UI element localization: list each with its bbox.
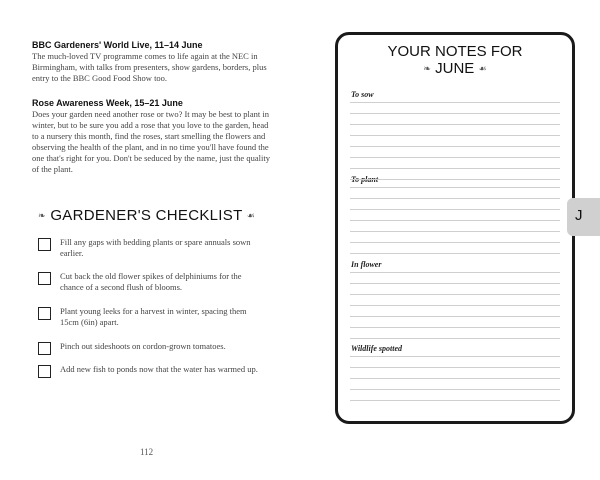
checklist-item — [38, 237, 263, 267]
ruled-line — [350, 209, 560, 210]
ornament-leaf-icon: ☙ — [246, 210, 256, 221]
ruled-line — [350, 113, 560, 114]
event-title: Rose Awareness Week, 15–21 June — [32, 98, 183, 108]
ruled-line — [350, 242, 560, 243]
checkbox[interactable] — [38, 365, 51, 378]
ornament-leaf-icon: ❧ — [38, 210, 46, 221]
ruled-line — [350, 231, 560, 232]
ruled-line — [350, 198, 560, 199]
checklist-item — [38, 306, 263, 336]
page-number: 112 — [140, 447, 154, 457]
ruled-line — [350, 102, 560, 103]
ruled-line — [350, 272, 560, 273]
ruled-line — [350, 146, 560, 147]
ruled-line — [350, 338, 560, 339]
ruled-line — [350, 378, 560, 379]
ruled-line — [350, 220, 560, 221]
checklist-item-text: Fill any gaps with bedding plants or spare annuals sown earlier. — [60, 237, 251, 258]
month-tab-letter: J — [575, 207, 583, 224]
ruled-line — [350, 367, 560, 368]
event-body: The much-loved TV programme comes to life again at the NEC in Birmingham, with talks from presenters, show gardens, borders, plus entry to the BBC Good Food Show too. — [32, 51, 267, 83]
checkbox[interactable] — [38, 238, 51, 251]
ruled-line — [350, 283, 560, 284]
notes-title: YOUR NOTES FOR — [387, 43, 523, 60]
ornament-leaf-icon: ❧ — [423, 63, 431, 74]
ruled-line — [350, 168, 560, 169]
ornament-leaf-icon: ☙ — [478, 63, 487, 74]
checklist-heading — [38, 207, 258, 224]
checkbox[interactable] — [38, 307, 51, 320]
ruled-line — [350, 389, 560, 390]
month-tab[interactable] — [567, 198, 600, 236]
ruled-line — [350, 327, 560, 328]
ruled-line — [350, 316, 560, 317]
ruled-line — [350, 179, 560, 180]
ruled-line — [350, 294, 560, 295]
notes-month — [338, 60, 572, 77]
ruled-line — [350, 253, 560, 254]
checklist-item-text: Add new fish to ponds now that the water has warmed up. — [60, 364, 258, 374]
ruled-line — [350, 135, 560, 136]
month-name: JUNE — [435, 60, 475, 77]
event-gardeners-world — [32, 40, 272, 84]
section-label-in-flower: In flower — [351, 260, 382, 269]
ruled-line — [350, 124, 560, 125]
ruled-line — [350, 400, 560, 401]
checklist-item — [38, 364, 263, 394]
checklist-item-text: Pinch out sideshoots on cordon-grown tomatoes. — [60, 341, 226, 351]
ruled-line — [350, 305, 560, 306]
checklist-item-text: Plant young leeks for a harvest in winter, spacing them 15cm (6in) apart. — [60, 306, 247, 327]
ruled-line — [350, 187, 560, 188]
event-body: Does your garden need another rose or two? It may be best to plant in winter, but to be sure you add a rose that you love to the garden, head to a nursery this month, find the roses, start smelling the flowers and observing the health of the plant, and in no time you'll have found the one that's right for you. Don't be seduced by the name, just the quality of the plant. — [32, 109, 270, 174]
checkbox[interactable] — [38, 342, 51, 355]
checklist-item — [38, 271, 263, 301]
event-rose-awareness — [32, 98, 272, 175]
checklist-item-text: Cut back the old flower spikes of delphiniums for the chance of a second flush of blooms. — [60, 271, 242, 292]
section-label-wildlife-spotted: Wildlife spotted — [351, 344, 403, 353]
section-label-to-sow: To sow — [351, 90, 374, 99]
event-title: BBC Gardeners' World Live, 11–14 June — [32, 40, 203, 50]
ruled-line — [350, 356, 560, 357]
checklist-heading-text: GARDENER'S CHECKLIST — [50, 207, 243, 224]
ruled-line — [350, 157, 560, 158]
checkbox[interactable] — [38, 272, 51, 285]
notes-frame — [335, 32, 575, 424]
